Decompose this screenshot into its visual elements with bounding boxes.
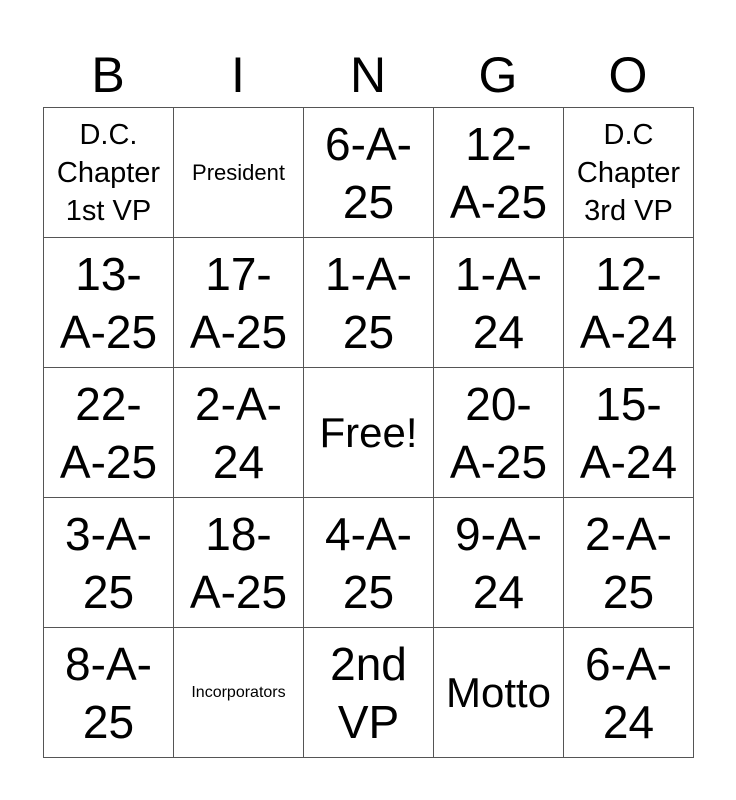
bingo-cell-label: 3-A- 25: [65, 507, 152, 618]
bingo-cell-i-1[interactable]: [174, 108, 304, 238]
bingo-board: [43, 107, 694, 758]
bingo-cell-o-5[interactable]: [564, 628, 694, 758]
bingo-cell-label: 13- A-25: [59, 247, 158, 358]
bingo-cell-b-3[interactable]: [44, 368, 174, 498]
bingo-cell-n-2[interactable]: [304, 238, 434, 368]
bingo-cell-label: Incorporators: [191, 683, 286, 701]
bingo-cell-label: Free!: [319, 408, 418, 456]
bingo-cell-b-1[interactable]: [44, 108, 174, 238]
bingo-cell-i-4[interactable]: [174, 498, 304, 628]
header-letter-b: B: [91, 47, 125, 103]
bingo-cell-i-2[interactable]: [174, 238, 304, 368]
bingo-cell-label: 6-A- 24: [585, 637, 672, 748]
bingo-cell-label: 6-A- 25: [325, 117, 412, 228]
bingo-cell-label: 1-A- 24: [455, 247, 542, 358]
header-letter-n: N: [349, 47, 387, 103]
bingo-cell-label: 17- A-25: [189, 247, 288, 358]
bingo-cell-label: 12- A-25: [449, 117, 548, 228]
bingo-header: [43, 42, 694, 108]
bingo-cell-label: D.C Chapter 3rd VP: [576, 118, 681, 227]
bingo-cell-o-4[interactable]: [564, 498, 694, 628]
bingo-cell-g-3[interactable]: [434, 368, 564, 498]
bingo-cell-label: 18- A-25: [189, 507, 288, 618]
bingo-cell-label: 1-A- 25: [325, 247, 412, 358]
bingo-cell-label: 8-A- 25: [65, 637, 152, 748]
bingo-cell-label: President: [192, 160, 285, 185]
bingo-cell-i-3[interactable]: [174, 368, 304, 498]
header-letter-g: G: [478, 47, 518, 103]
header-letter-o: O: [608, 47, 648, 103]
bingo-cell-label: 2-A- 24: [195, 377, 282, 488]
bingo-cell-label: 2nd VP: [330, 637, 407, 748]
header-letter-i: I: [231, 47, 245, 103]
bingo-cell-g-5[interactable]: [434, 628, 564, 758]
bingo-cell-g-4[interactable]: [434, 498, 564, 628]
bingo-cell-o-2[interactable]: [564, 238, 694, 368]
bingo-cell-label: 20- A-25: [449, 377, 548, 488]
bingo-cell-n-3[interactable]: [304, 368, 434, 498]
bingo-cell-g-2[interactable]: [434, 238, 564, 368]
bingo-cell-b-5[interactable]: [44, 628, 174, 758]
bingo-cell-b-4[interactable]: [44, 498, 174, 628]
bingo-cell-label: 9-A- 24: [455, 507, 542, 618]
bingo-cell-o-3[interactable]: [564, 368, 694, 498]
bingo-cell-label: Motto: [445, 668, 552, 716]
bingo-cell-label: D.C. Chapter 1st VP: [56, 118, 161, 227]
bingo-cell-i-5[interactable]: [174, 628, 304, 758]
bingo-cell-label: 2-A- 25: [585, 507, 672, 618]
bingo-cell-label: 15- A-24: [579, 377, 678, 488]
bingo-cell-label: 12- A-24: [579, 247, 678, 358]
bingo-cell-label: 22- A-25: [59, 377, 158, 488]
bingo-cell-n-4[interactable]: [304, 498, 434, 628]
bingo-cell-o-1[interactable]: [564, 108, 694, 238]
bingo-cell-n-5[interactable]: [304, 628, 434, 758]
bingo-cell-g-1[interactable]: [434, 108, 564, 238]
bingo-cell-n-1[interactable]: [304, 108, 434, 238]
bingo-cell-b-2[interactable]: [44, 238, 174, 368]
bingo-cell-label: 4-A- 25: [325, 507, 412, 618]
